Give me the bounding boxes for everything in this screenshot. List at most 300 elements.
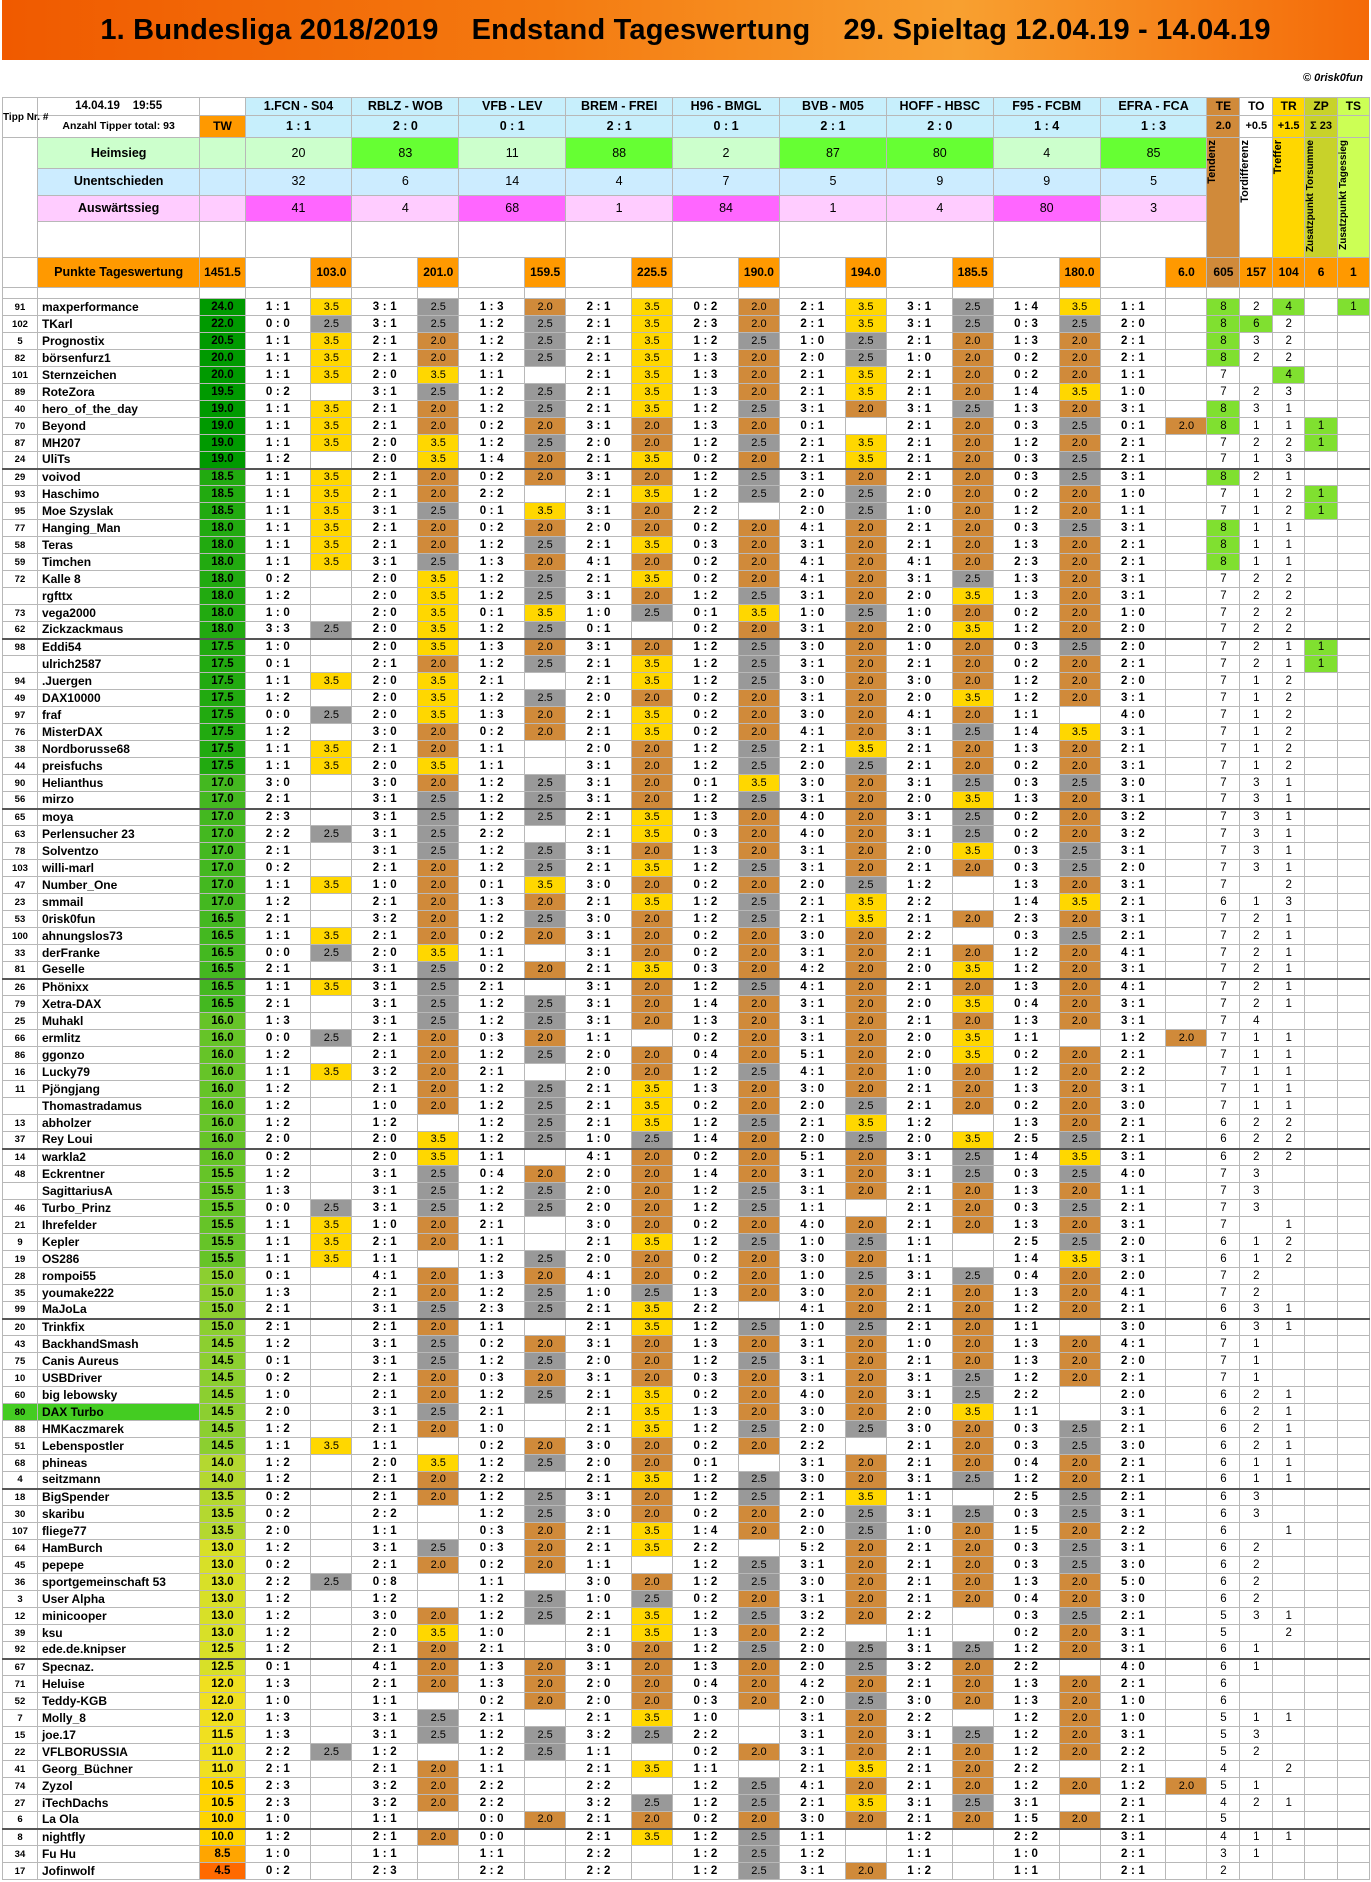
tip: 4 : 1 xyxy=(1100,1336,1166,1353)
stat-te: 7 xyxy=(1207,1064,1240,1081)
stat-zp: 1 xyxy=(1305,503,1338,520)
tipper-name: preisfuchs xyxy=(37,758,199,775)
stat-total-ts: 1 xyxy=(1337,258,1369,288)
tipp-nr xyxy=(3,656,38,673)
stat-tr xyxy=(1273,1336,1305,1353)
tip-points: 2.0 xyxy=(1059,1370,1100,1387)
tipp-nr: 20 xyxy=(3,1319,38,1336)
tip: 1 : 3 xyxy=(993,792,1059,809)
tip-points: 2.5 xyxy=(418,1013,459,1030)
tip-points xyxy=(311,1557,352,1574)
tw-score: 16.0 xyxy=(200,1098,245,1115)
tip: 2 : 1 xyxy=(886,1455,952,1472)
tip-points: 3.5 xyxy=(631,656,672,673)
tip: 3 : 1 xyxy=(1100,724,1166,741)
tip-points xyxy=(311,1727,352,1744)
stat-to: 6 xyxy=(1240,316,1273,333)
tip: 2 : 2 xyxy=(886,928,952,945)
table-row xyxy=(3,1710,1370,1727)
tip-points: 3.5 xyxy=(525,503,566,520)
tip-points: 2.5 xyxy=(631,1285,672,1302)
table-row xyxy=(3,911,1370,928)
tip-count-heim: 85 xyxy=(1100,138,1207,169)
tip-points: 3.5 xyxy=(311,520,352,537)
tip: 0 : 2 xyxy=(459,1557,525,1574)
tip-points xyxy=(1166,1744,1207,1761)
stat-zp xyxy=(1305,1047,1338,1064)
tw-score: 13.0 xyxy=(200,1540,245,1557)
tip: 1 : 3 xyxy=(459,1676,525,1693)
stat-zp: 1 xyxy=(1305,639,1338,656)
tw-score: 15.5 xyxy=(200,1234,245,1251)
tip: 1 : 3 xyxy=(993,571,1059,588)
tip-points: 2.0 xyxy=(952,860,993,877)
tip: 0 : 2 xyxy=(993,1098,1059,1115)
stat-zp xyxy=(1305,1642,1338,1659)
tipp-nr: 7 xyxy=(3,1710,38,1727)
tip: 1 : 2 xyxy=(352,1115,418,1132)
table-row xyxy=(3,775,1370,792)
tip-points xyxy=(1059,1659,1100,1676)
stat-to: 2 xyxy=(1240,928,1273,945)
tw-score: 14.5 xyxy=(200,1353,245,1370)
tip-points: 2.0 xyxy=(738,1285,779,1302)
tip: 0 : 2 xyxy=(459,418,525,435)
stat-tr: 1 xyxy=(1273,826,1305,843)
tip-points xyxy=(952,1115,993,1132)
tipp-nr: 12 xyxy=(3,1608,38,1625)
tip: 2 : 1 xyxy=(886,435,952,452)
tip: 1 : 2 xyxy=(993,503,1059,520)
tip-points: 3.5 xyxy=(311,1217,352,1234)
tip: 2 : 2 xyxy=(459,1472,525,1489)
tip-points: 3.5 xyxy=(311,877,352,894)
tip: 2 : 1 xyxy=(352,860,418,877)
tip-points xyxy=(738,1302,779,1319)
tip-points xyxy=(738,1727,779,1744)
tip: 3 : 2 xyxy=(352,911,418,928)
tip: 0 : 3 xyxy=(993,860,1059,877)
tip-points: 2.0 xyxy=(525,520,566,537)
tip-points: 2.0 xyxy=(845,792,886,809)
stat-tr: 1 xyxy=(1273,537,1305,554)
stat-te: 5 xyxy=(1207,1778,1240,1795)
tip-points: 2.0 xyxy=(525,928,566,945)
tip-count-heim: 4 xyxy=(993,138,1100,169)
tip-points xyxy=(845,1200,886,1217)
tip: 1 : 1 xyxy=(566,1744,632,1761)
tip-points xyxy=(311,1625,352,1642)
tip: 1 : 2 xyxy=(993,673,1059,690)
tip-points: 2.0 xyxy=(631,792,672,809)
tip: 1 : 2 xyxy=(673,1829,739,1846)
tip: 2 : 0 xyxy=(779,1506,845,1523)
tip-points xyxy=(1166,622,1207,639)
tip-points: 2.0 xyxy=(952,656,993,673)
stat-ts xyxy=(1337,537,1369,554)
tip-points: 3.5 xyxy=(631,1829,672,1846)
tw-score: 17.0 xyxy=(200,843,245,860)
tip: 0 : 0 xyxy=(245,945,311,962)
tip: 1 : 1 xyxy=(352,1846,418,1863)
tip: 2 : 1 xyxy=(886,1761,952,1778)
stat-ts xyxy=(1337,1574,1369,1591)
tip: 0 : 2 xyxy=(673,1744,739,1761)
tip-points xyxy=(1166,1217,1207,1234)
tip-points xyxy=(311,1710,352,1727)
tip-points: 2.5 xyxy=(418,792,459,809)
blank xyxy=(200,195,245,221)
blank xyxy=(1337,288,1369,299)
tip: 0 : 2 xyxy=(245,1863,311,1880)
tip-points xyxy=(1166,1829,1207,1846)
tip-points: 2.0 xyxy=(738,1404,779,1421)
tip-points xyxy=(311,894,352,911)
tip: 1 : 2 xyxy=(1100,1778,1166,1795)
tip-points: 2.0 xyxy=(1059,656,1100,673)
tip: 2 : 1 xyxy=(566,707,632,724)
tip: 1 : 2 xyxy=(459,656,525,673)
tip-points: 2.0 xyxy=(845,1285,886,1302)
match-points-total: 185.5 xyxy=(952,258,993,288)
stat-te: 6 xyxy=(1207,1523,1240,1540)
tip-points: 2.0 xyxy=(738,1268,779,1285)
stat-tr: 2 xyxy=(1273,741,1305,758)
tip: 2 : 1 xyxy=(352,333,418,350)
blank xyxy=(566,258,632,288)
stat-ts: 1 xyxy=(1337,299,1369,316)
tip-points: 3.5 xyxy=(418,435,459,452)
tip: 2 : 0 xyxy=(886,622,952,639)
tip: 0 : 2 xyxy=(459,469,525,486)
tip: 1 : 0 xyxy=(352,1098,418,1115)
tip-points xyxy=(1166,367,1207,384)
tip: 3 : 1 xyxy=(566,792,632,809)
stat-tr xyxy=(1273,1693,1305,1710)
tip: 0 : 2 xyxy=(993,656,1059,673)
stat-to: 2 xyxy=(1240,1591,1273,1608)
tip-points: 2.0 xyxy=(845,1863,886,1880)
tip: 1 : 3 xyxy=(459,554,525,571)
tip: 3 : 1 xyxy=(566,996,632,1013)
tip: 0 : 2 xyxy=(245,1370,311,1387)
tip: 2 : 1 xyxy=(352,1472,418,1489)
tip: 0 : 2 xyxy=(459,1336,525,1353)
tip-points: 2.0 xyxy=(845,945,886,962)
stat-to: 1 xyxy=(1240,758,1273,775)
table-row xyxy=(3,1693,1370,1710)
tip-points: 2.5 xyxy=(631,1795,672,1812)
tip-points: 2.5 xyxy=(311,945,352,962)
tip-points xyxy=(1166,605,1207,622)
tw-score: 12.5 xyxy=(200,1642,245,1659)
tw-score: 17.0 xyxy=(200,809,245,826)
tip-points xyxy=(311,1642,352,1659)
tip-points: 2.0 xyxy=(418,1642,459,1659)
tip-points: 2.0 xyxy=(1059,792,1100,809)
tip: 2 : 1 xyxy=(1100,741,1166,758)
tip: 2 : 0 xyxy=(566,1166,632,1183)
tip: 3 : 2 xyxy=(566,1795,632,1812)
tipp-nr: 100 xyxy=(3,928,38,945)
stat-to: 2 xyxy=(1240,1438,1273,1455)
tip: 1 : 1 xyxy=(352,1523,418,1540)
tip: 1 : 0 xyxy=(245,1846,311,1863)
blank xyxy=(418,288,459,299)
tip-points: 2.5 xyxy=(1059,316,1100,333)
stat-ts xyxy=(1337,1591,1369,1608)
tip-points xyxy=(1166,1268,1207,1285)
stat-te: 7 xyxy=(1207,707,1240,724)
tip-points: 2.0 xyxy=(418,1064,459,1081)
tip: 1 : 1 xyxy=(566,1030,632,1047)
tip-points xyxy=(1166,792,1207,809)
tip-count-ausw: 84 xyxy=(673,195,780,221)
tipp-nr: 46 xyxy=(3,1200,38,1217)
tip: 2 : 1 xyxy=(886,520,952,537)
tip: 2 : 1 xyxy=(352,1557,418,1574)
tip-points xyxy=(525,758,566,775)
stat-ts xyxy=(1337,1506,1369,1523)
tip-points: 3.5 xyxy=(952,962,993,979)
tip: 2 : 1 xyxy=(886,1574,952,1591)
date: 14.04.19 xyxy=(75,100,120,112)
tip: 3 : 1 xyxy=(1100,1251,1166,1268)
tw-score: 16.5 xyxy=(200,996,245,1013)
tip-points xyxy=(952,877,993,894)
tip: 2 : 1 xyxy=(352,1030,418,1047)
stat-tr: 2 xyxy=(1273,707,1305,724)
stat-sub-tr: +1.5 xyxy=(1273,116,1305,138)
stat-zp: 1 xyxy=(1305,486,1338,503)
tip-points: 2.0 xyxy=(845,588,886,605)
tip: 2 : 3 xyxy=(993,554,1059,571)
stat-to: 2 xyxy=(1240,605,1273,622)
stat-zp xyxy=(1305,1183,1338,1200)
stat-zp xyxy=(1305,809,1338,826)
stat-to: 3 xyxy=(1240,1608,1273,1625)
tip: 3 : 0 xyxy=(1100,1098,1166,1115)
tip-points: 2.5 xyxy=(525,792,566,809)
stat-tr: 3 xyxy=(1273,452,1305,469)
tip-points: 2.5 xyxy=(1059,469,1100,486)
stat-zp xyxy=(1305,1370,1338,1387)
tip-points: 3.5 xyxy=(952,1030,993,1047)
tip: 4 : 2 xyxy=(779,1676,845,1693)
match-points-total: 180.0 xyxy=(1059,258,1100,288)
tip: 3 : 1 xyxy=(566,469,632,486)
stat-ts xyxy=(1337,775,1369,792)
tipp-nr: 89 xyxy=(3,384,38,401)
stat-to: 1 xyxy=(1240,1370,1273,1387)
tip-points: 2.0 xyxy=(845,1778,886,1795)
stat-long-label: Zusatzpunkt Torsumme xyxy=(1305,140,1317,253)
tip-points xyxy=(311,809,352,826)
tip-points: 2.5 xyxy=(738,333,779,350)
tip: 3 : 2 xyxy=(566,1727,632,1744)
tip-points: 2.5 xyxy=(418,826,459,843)
stat-ts xyxy=(1337,452,1369,469)
tip: 1 : 2 xyxy=(993,1472,1059,1489)
tip-points: 2.0 xyxy=(418,911,459,928)
tip: 0 : 3 xyxy=(673,962,739,979)
stat-zp xyxy=(1305,928,1338,945)
tip: 2 : 0 xyxy=(886,1047,952,1064)
tip: 2 : 1 xyxy=(566,860,632,877)
tipp-nr: 81 xyxy=(3,962,38,979)
tip: 3 : 1 xyxy=(352,503,418,520)
tip-points: 2.0 xyxy=(631,639,672,656)
tip-points: 2.0 xyxy=(952,452,993,469)
table-row xyxy=(3,350,1370,367)
tip: 1 : 1 xyxy=(245,367,311,384)
tip-points: 2.0 xyxy=(845,1591,886,1608)
tip: 2 : 0 xyxy=(886,486,952,503)
tip: 2 : 1 xyxy=(886,418,952,435)
tip-points: 2.0 xyxy=(738,316,779,333)
stat-to: 1 xyxy=(1240,724,1273,741)
tip-points: 2.5 xyxy=(525,401,566,418)
table-row xyxy=(3,435,1370,452)
tipp-nr: 87 xyxy=(3,435,38,452)
tip-points: 2.5 xyxy=(952,1642,993,1659)
tip: 3 : 1 xyxy=(352,554,418,571)
tip: 3 : 1 xyxy=(779,588,845,605)
tip: 1 : 0 xyxy=(245,639,311,656)
stat-zp xyxy=(1305,452,1338,469)
blank xyxy=(738,288,779,299)
table-row xyxy=(3,826,1370,843)
tip: 0 : 1 xyxy=(779,418,845,435)
tip: 2 : 1 xyxy=(352,1234,418,1251)
tip-points: 2.0 xyxy=(1059,1302,1100,1319)
tip-points: 2.0 xyxy=(952,384,993,401)
tip-points: 2.0 xyxy=(631,1642,672,1659)
stat-ts xyxy=(1337,792,1369,809)
stat-to: 2 xyxy=(1240,1557,1273,1574)
tip: 2 : 0 xyxy=(779,1523,845,1540)
tip-points: 2.0 xyxy=(631,1370,672,1387)
tip-points: 3.5 xyxy=(631,1472,672,1489)
tip: 1 : 2 xyxy=(459,1183,525,1200)
tip-points: 2.0 xyxy=(1059,809,1100,826)
tip-points xyxy=(1166,1455,1207,1472)
tw-score: 17.5 xyxy=(200,707,245,724)
tip: 3 : 1 xyxy=(886,571,952,588)
tw-score: 15.0 xyxy=(200,1268,245,1285)
tip-points: 2.5 xyxy=(738,1863,779,1880)
tip-points xyxy=(952,1846,993,1863)
tip-points xyxy=(1166,1183,1207,1200)
tip: 1 : 3 xyxy=(245,1183,311,1200)
tip: 2 : 1 xyxy=(886,656,952,673)
tipper-name: Fu Hu xyxy=(37,1846,199,1863)
tw-score: 10.0 xyxy=(200,1829,245,1846)
tip-count-ausw: 1 xyxy=(779,195,886,221)
tip: 3 : 1 xyxy=(352,316,418,333)
stat-tr: 1 xyxy=(1273,1098,1305,1115)
tipper-name: VFLBORUSSIA xyxy=(37,1744,199,1761)
tip: 1 : 2 xyxy=(459,1115,525,1132)
tip-points xyxy=(311,1421,352,1438)
time: 19:55 xyxy=(132,100,163,112)
tip-points xyxy=(1059,1319,1100,1336)
tip-points: 2.0 xyxy=(418,1047,459,1064)
tip-points xyxy=(1166,707,1207,724)
tip-points: 2.0 xyxy=(418,1608,459,1625)
tip: 0 : 3 xyxy=(993,1557,1059,1574)
stat-code-to: TO xyxy=(1240,98,1273,116)
table-row xyxy=(3,656,1370,673)
tip-points xyxy=(525,1234,566,1251)
tip: 4 : 1 xyxy=(779,520,845,537)
tip-points: 2.5 xyxy=(738,911,779,928)
stat-tr: 2 xyxy=(1273,588,1305,605)
tip: 3 : 1 xyxy=(1100,996,1166,1013)
tip-points: 2.0 xyxy=(418,537,459,554)
blank xyxy=(3,258,38,288)
tw-score: 18.0 xyxy=(200,622,245,639)
stat-zp: 1 xyxy=(1305,435,1338,452)
tw-score: 16.0 xyxy=(200,1132,245,1149)
tw-score: 16.0 xyxy=(200,1115,245,1132)
tip: 3 : 1 xyxy=(352,1336,418,1353)
tip-points: 2.0 xyxy=(418,486,459,503)
tip-points: 2.5 xyxy=(738,469,779,486)
tip: 1 : 2 xyxy=(459,1013,525,1030)
stat-ts xyxy=(1337,1132,1369,1149)
tip: 2 : 0 xyxy=(352,690,418,707)
tip: 2 : 0 xyxy=(566,520,632,537)
match-points-total: 194.0 xyxy=(845,258,886,288)
tip: 4 : 0 xyxy=(779,1217,845,1234)
tipp-nr: 6 xyxy=(3,1812,38,1829)
tip-points: 2.0 xyxy=(845,1183,886,1200)
tip: 2 : 1 xyxy=(352,1370,418,1387)
tip: 2 : 1 xyxy=(779,316,845,333)
tip-points: 2.5 xyxy=(525,809,566,826)
tip-points: 2.0 xyxy=(418,1370,459,1387)
tip: 0 : 2 xyxy=(673,299,739,316)
tip-points: 2.5 xyxy=(738,1183,779,1200)
tip-points xyxy=(311,1081,352,1098)
stat-long-tr xyxy=(1273,138,1305,258)
table-row xyxy=(3,1727,1370,1744)
tip: 1 : 2 xyxy=(673,401,739,418)
tip: 2 : 1 xyxy=(1100,1421,1166,1438)
tip: 3 : 1 xyxy=(1100,1081,1166,1098)
tip: 3 : 1 xyxy=(886,724,952,741)
tip-points xyxy=(1166,1353,1207,1370)
tipper-name: DAX Turbo xyxy=(37,1404,199,1421)
tipp-nr: 44 xyxy=(3,758,38,775)
stat-ts xyxy=(1337,605,1369,622)
tip: 2 : 2 xyxy=(779,1438,845,1455)
blank xyxy=(3,138,38,258)
stat-long-label: Treffer xyxy=(1272,140,1285,175)
tipper-name: rgfttx xyxy=(37,588,199,605)
tip: 1 : 3 xyxy=(245,1013,311,1030)
stat-tr: 3 xyxy=(1273,384,1305,401)
tipper-name: Beyond xyxy=(37,418,199,435)
tipp-nr: 33 xyxy=(3,945,38,962)
stat-to xyxy=(1240,877,1273,894)
tip: 2 : 0 xyxy=(566,435,632,452)
tip: 1 : 1 xyxy=(459,1761,525,1778)
stat-tr: 1 xyxy=(1273,418,1305,435)
tip-points: 2.0 xyxy=(845,1540,886,1557)
tip: 2 : 0 xyxy=(352,1149,418,1166)
